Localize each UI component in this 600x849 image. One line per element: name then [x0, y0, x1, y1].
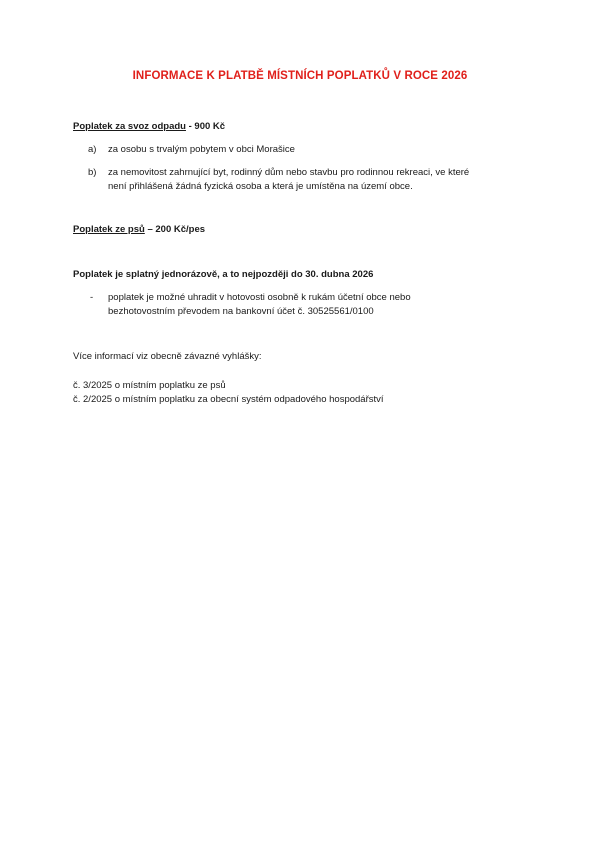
dog-fee-heading: [73, 223, 205, 237]
dog-fee-amount: – 200 Kč/pes: [144, 224, 206, 235]
document-title: INFORMACE K PLATBĚ MÍSTNÍCH POPLATKŮ V ROCE 2026: [132, 70, 468, 82]
waste-fee-item-b-line-1: za nemovitost zahrnující byt, rodinný dům nebo stavbu pro rodinnou rekreaci, ve které: [108, 167, 470, 178]
waste-fee-label: Poplatek za svoz odpadu: [73, 121, 186, 132]
waste-fee-item-a: za osobu s trvalým pobytem v obci Morašice: [108, 144, 295, 155]
list-marker-a: a): [88, 144, 97, 155]
waste-fee-amount: - 900 Kč: [185, 121, 226, 132]
due-line-1: poplatek je možné uhradit v hotovosti osobně k rukám účetní obce nebo: [108, 292, 411, 303]
more-info-text: Více informací viz obecně závazné vyhlášky:: [73, 351, 262, 362]
waste-fee-item-b-line-2: není přihlášená žádná fyzická osoba a která je umístěna na území obce.: [108, 181, 413, 192]
dash-marker: -: [90, 292, 94, 303]
list-marker-b: b): [88, 167, 97, 178]
waste-fee-heading: [73, 120, 225, 134]
due-line-2: bezhotovostním převodem na bankovní účet č. 30525561/0100: [108, 306, 374, 317]
dog-fee-label: Poplatek ze psů: [73, 224, 145, 235]
decree-dogs: č. 3/2025 o místním poplatku ze psů: [73, 380, 226, 391]
due-heading: Poplatek je splatný jednorázově, a to nejpozději do 30. dubna 2026: [73, 269, 374, 280]
decree-waste: č. 2/2025 o místním poplatku za obecní systém odpadového hospodářství: [73, 394, 384, 405]
